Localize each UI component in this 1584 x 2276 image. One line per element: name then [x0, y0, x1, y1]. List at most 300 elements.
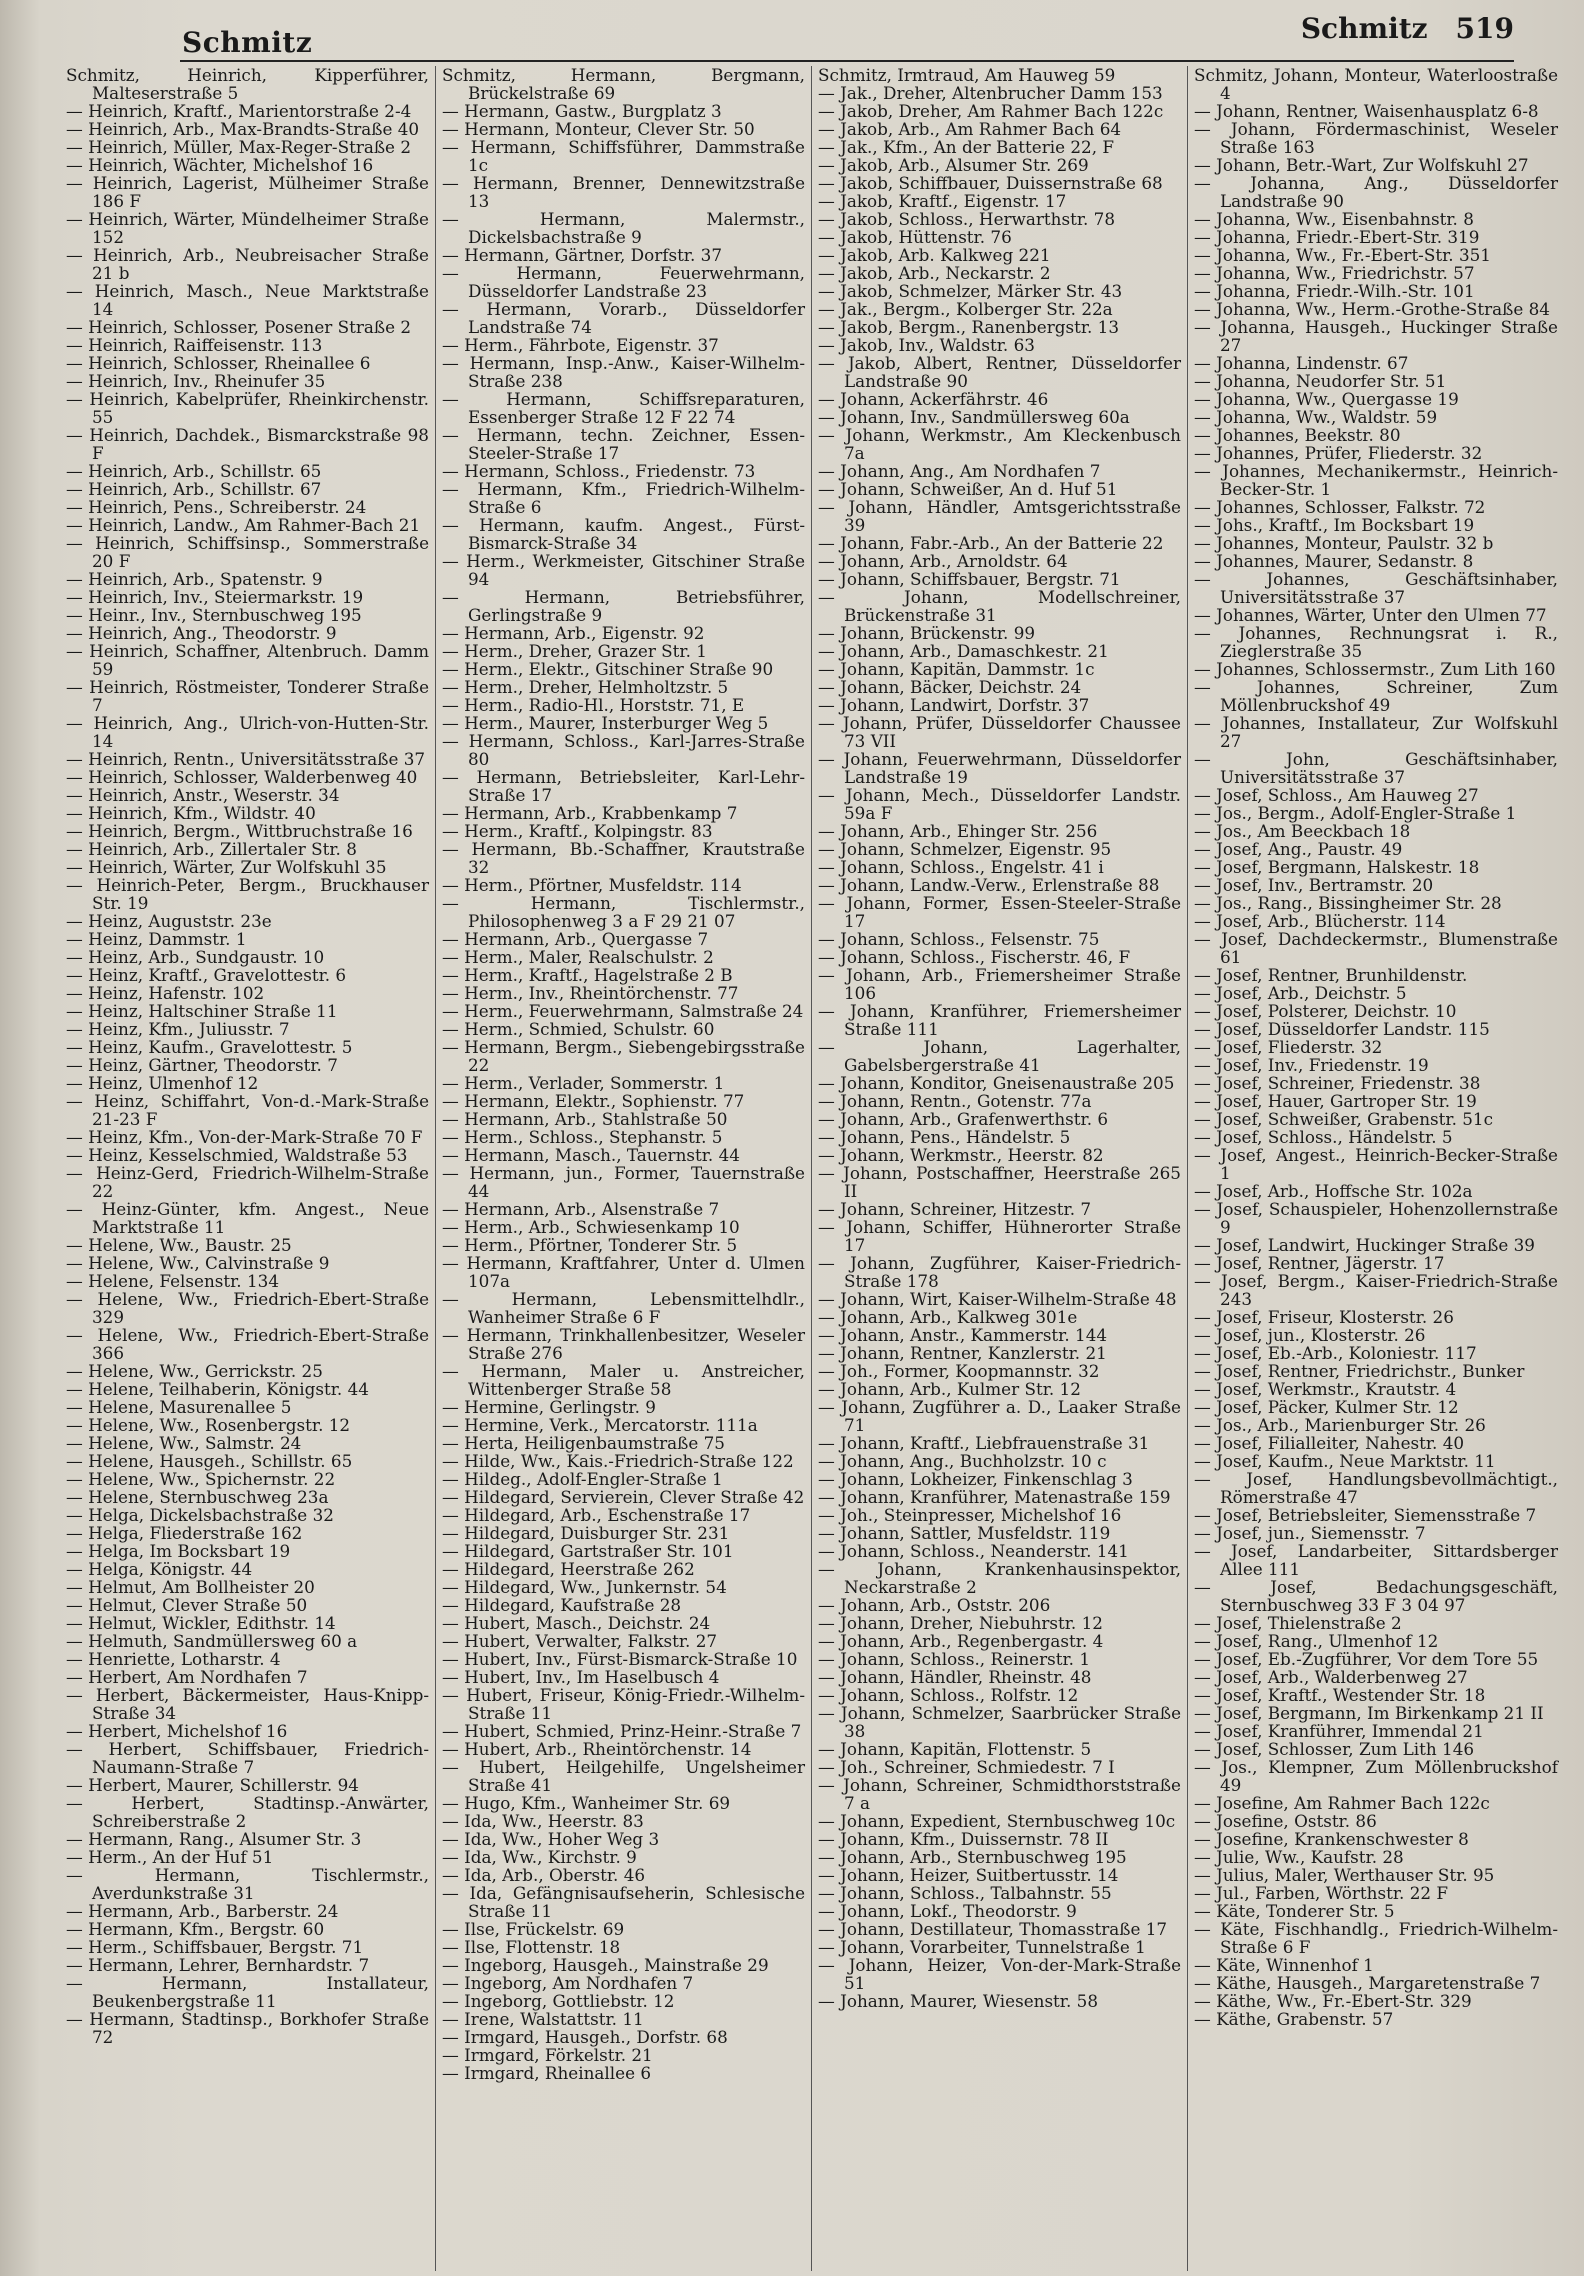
directory-entry: — Josef, jun., Siemensstr. 7: [1194, 1523, 1426, 1543]
directory-entry: — Herbert, Am Nordhafen 7: [66, 1667, 308, 1687]
directory-entry: — Johann, Werkmstr., Heerstr. 82: [818, 1145, 1104, 1165]
directory-entry: — Hermann, Trinkhallenbesitzer, Weseler Straße 276: [442, 1325, 805, 1363]
directory-entry: — Helene, Ww., Friedrich-Ebert-Straße 366: [66, 1325, 429, 1363]
directory-entry: — Jak., Kfm., An der Batterie 22, F: [818, 137, 1115, 157]
directory-entry: — Heinrich, Arb., Neubreisacher Straße 21 b: [66, 245, 429, 283]
running-head-right: Schmitz: [1300, 12, 1428, 45]
directory-entry: — Heinrich, Kfm., Wildstr. 40: [66, 803, 316, 823]
directory-entry: — Hildegard, Heerstraße 262: [442, 1559, 695, 1579]
directory-entry: — Hubert, Arb., Rheintörchenstr. 14: [442, 1739, 752, 1759]
directory-entry: — Julius, Maler, Werthauser Str. 95: [1194, 1865, 1495, 1885]
directory-entry: — Josef, Arb., Deichstr. 5: [1194, 983, 1407, 1003]
directory-entry: — Heinrich, Lagerist, Mülheimer Straße 186 F: [66, 173, 429, 211]
column-4: [1188, 66, 1564, 2271]
directory-entry: — Josefine, Oststr. 86: [1194, 1811, 1377, 1831]
directory-entry: — Johannes, Prüfer, Fliederstr. 32: [1194, 443, 1483, 463]
directory-entry: — Helene, Ww., Spichernstr. 22: [66, 1469, 336, 1489]
directory-entry: — Heinrich, Schiffsinsp., Sommerstraße 20 F: [66, 533, 429, 571]
directory-entry: — Johann, Modellschreiner, Brückenstraße 31: [818, 587, 1181, 625]
directory-entry: — Johanna, Lindenstr. 67: [1194, 353, 1409, 373]
directory-entry: — Herbert, Schiffsbauer, Friedrich-Naumann-Straße 7: [66, 1739, 429, 1777]
directory-entry: — Heinr., Inv., Sternbuschweg 195: [66, 605, 362, 625]
directory-entry: — Johann, Former, Essen-Steeler-Straße 17: [818, 893, 1181, 931]
page-header: [180, 8, 1514, 62]
directory-entry: — Josef, Rentner, Brunhildenstr.: [1194, 965, 1468, 985]
directory-entry: — Herm., Kraftf., Kolpingstr. 83: [442, 821, 713, 841]
directory-entry: — Johanna, Ww., Friedrichstr. 57: [1194, 263, 1475, 283]
directory-entry: — Josef, Kraftf., Westender Str. 18: [1194, 1685, 1486, 1705]
directory-entry: — Johann, Kfm., Duissernstr. 78 II: [818, 1829, 1109, 1849]
directory-entry: — Ida, Arb., Oberstr. 46: [442, 1865, 646, 1885]
directory-entry: — Hermann, kaufm. Angest., Fürst-Bismarck-Straße 34: [442, 515, 805, 553]
directory-entry: — Heinrich, Röstmeister, Tonderer Straße 7: [66, 677, 429, 715]
directory-entry: — Herm., Maler, Realschulstr. 2: [442, 947, 714, 967]
directory-entry: — Johann, Maurer, Wiesenstr. 58: [818, 1991, 1098, 2011]
directory-entry: — Helga, Fliederstraße 162: [66, 1523, 303, 1543]
directory-entry: — Helene, Ww., Salmstr. 24: [66, 1433, 302, 1453]
directory-entry: — Ingeborg, Hausgeh., Mainstraße 29: [442, 1955, 769, 1975]
directory-entry: — Hermann, Brenner, Dennewitzstraße 13: [442, 173, 805, 211]
directory-entry: — Johann, Fördermaschinist, Weseler Straße 163: [1194, 119, 1558, 157]
directory-entry: — Johanna, Hausgeh., Huckinger Straße 27: [1194, 317, 1558, 355]
directory-entry: — Josef, Arb., Blücherstr. 114: [1194, 911, 1446, 931]
directory-entry: — Helene, Ww., Baustr. 25: [66, 1235, 292, 1255]
directory-entry: — Heinz-Gerd, Friedrich-Wilhelm-Straße 22: [66, 1163, 429, 1201]
directory-entry: — Johann, Pens., Händelstr. 5: [818, 1127, 1071, 1147]
directory-entry: — Heinz, Haltschiner Straße 11: [66, 1001, 338, 1021]
directory-entry: — Heinrich, Inv., Rheinufer 35: [66, 371, 326, 391]
directory-entry: — Josef, Fliederstr. 32: [1194, 1037, 1383, 1057]
directory-entry: — Johann, Fabr.-Arb., An der Batterie 22: [818, 533, 1164, 553]
directory-entry: — Johann, Lokf., Theodorstr. 9: [818, 1901, 1077, 1921]
directory-entry: — Josef, Eb.-Zugführer, Vor dem Tore 55: [1194, 1649, 1539, 1669]
directory-entry: — Johann, Zugführer, Kaiser-Friedrich-Straße 178: [818, 1253, 1181, 1291]
directory-entry: — Johann, Inv., Sandmüllersweg 60a: [818, 407, 1130, 427]
directory-entry: — Heinz, Arb., Sundgaustr. 10: [66, 947, 325, 967]
directory-entry: — Josef, Päcker, Kulmer Str. 12: [1194, 1397, 1459, 1417]
directory-entry: — Hermann, Kfm., Bergstr. 60: [66, 1919, 325, 1939]
directory-entry: — Jakob, Albert, Rentner, Düsseldorfer Landstraße 90: [818, 353, 1181, 391]
directory-entry: — Josef, Schreiner, Friedenstr. 38: [1194, 1073, 1481, 1093]
directory-entry: — Hilde, Ww., Kais.-Friedrich-Straße 122: [442, 1451, 794, 1471]
directory-entry: — Heinrich, Rentn., Universitätsstraße 37: [66, 749, 426, 769]
directory-entry: — Heinz, Ulmenhof 12: [66, 1073, 259, 1093]
directory-entry: — Helene, Sternbuschweg 23a: [66, 1487, 329, 1507]
directory-entry: — Heinz, Schiffahrt, Von-d.-Mark-Straße 21-23 F: [66, 1091, 429, 1129]
directory-entry: — Heinrich, Wärter, Zur Wolfskuhl 35: [66, 857, 387, 877]
directory-entry: — Johann, Sattler, Musfeldstr. 119: [818, 1523, 1111, 1543]
directory-entry: — Herm., Inv., Rheintörchenstr. 77: [442, 983, 739, 1003]
directory-entry: — Johann, Lagerhalter, Gabelsbergerstraße 41: [818, 1037, 1181, 1075]
directory-entry: — Jos., Bergm., Adolf-Engler-Straße 1: [1194, 803, 1517, 823]
directory-entry: — Joh., Steinpresser, Michelshof 16: [818, 1505, 1122, 1525]
directory-entry: — Johannes, Monteur, Paulstr. 32 b: [1194, 533, 1494, 553]
directory-entry: — Käte, Fischhandlg., Friedrich-Wilhelm-Straße 6 F: [1194, 1919, 1558, 1957]
directory-entry: — Hermann, Betriebsführer, Gerlingstraße 9: [442, 587, 805, 625]
directory-entry: — Hubert, Schmied, Prinz-Heinr.-Straße 7: [442, 1721, 802, 1741]
directory-entry: — Herm., Dreher, Grazer Str. 1: [442, 641, 707, 661]
page-number: 519: [1455, 12, 1514, 45]
entry-columns: [60, 66, 1565, 2271]
directory-entry: — Helmuth, Sandmüllersweg 60 a: [66, 1631, 358, 1651]
directory-entry: — Herm., Kraftf., Hagelstraße 2 B: [442, 965, 733, 985]
directory-entry: — Hermann, Lebensmittelhdlr., Wanheimer Straße 6 F: [442, 1289, 805, 1327]
directory-entry: — Johannes, Schlossermstr., Zum Lith 160: [1194, 659, 1556, 679]
directory-entry: — Jak., Dreher, Altenbrucher Damm 153: [818, 83, 1163, 103]
directory-entry: — Jakob, Dreher, Am Rahmer Bach 122c: [818, 101, 1164, 121]
directory-entry: — Hugo, Kfm., Wanheimer Str. 69: [442, 1793, 731, 1813]
directory-entry: — Josef, Landarbeiter, Sittardsberger Allee 111: [1194, 1541, 1558, 1579]
directory-entry: — Josef, Bergmann, Im Birkenkamp 21 II: [1194, 1703, 1544, 1723]
directory-entry: — Käthe, Ww., Fr.-Ebert-Str. 329: [1194, 1991, 1472, 2011]
directory-entry: — Ingeborg, Am Nordhafen 7: [442, 1973, 694, 1993]
directory-entry: — Heinrich, Ang., Theodorstr. 9: [66, 623, 337, 643]
directory-entry: — Johann, Schloss., Engelstr. 41 i: [818, 857, 1104, 877]
directory-entry: — Johann, Schweißer, An d. Huf 51: [818, 479, 1118, 499]
directory-entry: — Johann, Mech., Düsseldorfer Landstr. 59a F: [818, 785, 1181, 823]
directory-entry: — Heinrich, Masch., Neue Marktstraße 14: [66, 281, 429, 319]
directory-entry: — Herm., Arb., Schwiesenkamp 10: [442, 1217, 740, 1237]
directory-entry: — Herm., Elektr., Gitschiner Straße 90: [442, 659, 774, 679]
directory-entry: — Hermann, Lehrer, Bernhardstr. 7: [66, 1955, 370, 1975]
directory-entry: — Hermann, Kraftfahrer, Unter d. Ulmen 107a: [442, 1253, 805, 1291]
directory-entry: — Heinz, Gärtner, Theodorstr. 7: [66, 1055, 338, 1075]
directory-entry: — Herm., Feuerwehrmann, Salmstraße 24: [442, 1001, 804, 1021]
directory-entry: — Johann, Vorarbeiter, Tunnelstraße 1: [818, 1937, 1146, 1957]
directory-entry: — Heinrich, Ang., Ulrich-von-Hutten-Str. 14: [66, 713, 429, 751]
directory-entry: — Johanna, Ww., Waldstr. 59: [1194, 407, 1438, 427]
directory-entry: — Johann, Heizer, Suitbertusstr. 14: [818, 1865, 1119, 1885]
directory-entry: — Helmut, Am Bollheister 20: [66, 1577, 315, 1597]
directory-entry: — Johann, Schmelzer, Eigenstr. 95: [818, 839, 1112, 859]
directory-entry: — Johann, Landwirt, Dorfstr. 37: [818, 695, 1090, 715]
directory-entry: — Johanna, Ww., Eisenbahnstr. 8: [1194, 209, 1474, 229]
directory-entry: — Herm., Pförtner, Tonderer Str. 5: [442, 1235, 738, 1255]
directory-entry: — Josef, Dachdeckermstr., Blumenstraße 61: [1194, 929, 1558, 967]
directory-entry: — Johann, Bäcker, Deichstr. 24: [818, 677, 1082, 697]
directory-entry: — Johannes, Schlosser, Falkstr. 72: [1194, 497, 1486, 517]
directory-entry: — Josef, Thielenstraße 2: [1194, 1613, 1402, 1633]
directory-entry: — Henriette, Lotharstr. 4: [66, 1649, 281, 1669]
directory-entry: — Joh., Former, Koopmannstr. 32: [818, 1361, 1100, 1381]
directory-entry: — Käte, Tonderer Str. 5: [1194, 1901, 1395, 1921]
directory-entry: — Josef, Düsseldorfer Landstr. 115: [1194, 1019, 1490, 1039]
directory-entry: — Jakob, Schmelzer, Märker Str. 43: [818, 281, 1123, 301]
directory-entry: — Johanna, Ww., Quergasse 19: [1194, 389, 1459, 409]
directory-entry: — Heinz, Kesselschmied, Waldstraße 53: [66, 1145, 408, 1165]
directory-entry: — Jakob, Hüttenstr. 76: [818, 227, 1012, 247]
directory-entry: — Hubert, Verwalter, Falkstr. 27: [442, 1631, 718, 1651]
directory-entry: — Johs., Kraftf., Im Bocksbart 19: [1194, 515, 1475, 535]
directory-entry: — Jakob, Schiffbauer, Duissernstraße 68: [818, 173, 1163, 193]
directory-entry: — Johann, Rentner, Waisenhausplatz 6-8: [1194, 101, 1539, 121]
directory-entry: — Herm., Pförtner, Musfeldstr. 114: [442, 875, 742, 895]
directory-entry: — Johann, Händler, Amtsgerichtsstraße 39: [818, 497, 1181, 535]
directory-entry: — Johann, Ang., Am Nordhafen 7: [818, 461, 1101, 481]
directory-entry: — Jos., Klempner, Zum Möllenbruckshof 49: [1194, 1757, 1558, 1795]
directory-entry: — Heinz, Hafenstr. 102: [66, 983, 265, 1003]
directory-entry: — Helene, Hausgeh., Schillstr. 65: [66, 1451, 353, 1471]
directory-entry: — Josef, Landwirt, Huckinger Straße 39: [1194, 1235, 1535, 1255]
directory-entry: — Hermann, Arb., Eigenstr. 92: [442, 623, 705, 643]
directory-entry: — Käte, Winnenhof 1: [1194, 1955, 1374, 1975]
directory-entry: — Johannes, Maurer, Sedanstr. 8: [1194, 551, 1474, 571]
directory-entry: — Jakob, Kraftf., Eigenstr. 17: [818, 191, 1067, 211]
directory-entry: — Hubert, Masch., Deichstr. 24: [442, 1613, 711, 1633]
directory-entry: — Herm., Dreher, Helmholtzstr. 5: [442, 677, 729, 697]
directory-entry: — Johann, Anstr., Kammerstr. 144: [818, 1325, 1108, 1345]
directory-entry: — Johann, Destillateur, Thomasstraße 17: [818, 1919, 1168, 1939]
directory-entry: — Josef, Friseur, Klosterstr. 26: [1194, 1307, 1454, 1327]
directory-entry: — Herm., An der Huf 51: [66, 1847, 274, 1867]
directory-entry: — Herm., Schloss., Stephanstr. 5: [442, 1127, 723, 1147]
directory-entry: — Johann, Postschaffner, Heerstraße 265 II: [818, 1163, 1181, 1201]
directory-entry: — Johannes, Wärter, Unter den Ulmen 77: [1194, 605, 1547, 625]
directory-entry: — Herbert, Stadtinsp.-Anwärter, Schreiberstraße 2: [66, 1793, 429, 1831]
directory-entry: — Johann, Schloss., Reinerstr. 1: [818, 1649, 1091, 1669]
directory-entry: — Hermann, Arb., Alsenstraße 7: [442, 1199, 720, 1219]
directory-entry: — Heinrich, Arb., Spatenstr. 9: [66, 569, 323, 589]
directory-entry: — Helene, Felsenstr. 134: [66, 1271, 279, 1291]
directory-entry: — Hermann, Elektr., Sophienstr. 77: [442, 1091, 745, 1111]
directory-entry: — Johannes, Rechnungsrat i. R., Zieglerstraße 35: [1194, 623, 1558, 661]
directory-entry: — Hermann, Schiffsführer, Dammstraße 1c: [442, 137, 805, 175]
directory-entry: — Hermann, techn. Zeichner, Essen-Steeler-Straße 17: [442, 425, 805, 463]
directory-entry: — Johann, Arb., Sternbuschweg 195: [818, 1847, 1127, 1867]
directory-entry: — Josef, Betriebsleiter, Siemensstraße 7: [1194, 1505, 1537, 1525]
directory-entry: — Heinrich, Wärter, Mündelheimer Straße 152: [66, 209, 429, 247]
directory-entry: — Jos., Rang., Bissingheimer Str. 28: [1194, 893, 1502, 913]
directory-entry: — Hermann, Kfm., Friedrich-Wilhelm-Straße 6: [442, 479, 805, 517]
directory-entry: — Johann, Ackerfährstr. 46: [818, 389, 1049, 409]
directory-entry: — Hildegard, Kaufstraße 28: [442, 1595, 682, 1615]
directory-entry: — Helene, Ww., Rosenbergstr. 12: [66, 1415, 351, 1435]
directory-entry: — Herm., Maurer, Insterburger Weg 5: [442, 713, 769, 733]
directory-entry: — Johann, Werkmstr., Am Kleckenbusch 7a: [818, 425, 1181, 463]
directory-entry: — Josef, Arb., Walderbenweg 27: [1194, 1667, 1468, 1687]
directory-entry: — Ingeborg, Gottliebstr. 12: [442, 1991, 675, 2011]
directory-entry: — Johann, Schmelzer, Saarbrücker Straße 38: [818, 1703, 1181, 1741]
directory-entry: — Jos., Arb., Marienburger Str. 26: [1194, 1415, 1486, 1435]
directory-entry: — Hermann, Tischlermstr., Philosophenweg 3 a F 29 21 07: [442, 893, 805, 931]
directory-entry: — Heinrich, Raiffeisenstr. 113: [66, 335, 323, 355]
column-3: [812, 66, 1188, 2271]
directory-entry: — Ida, Ww., Hoher Weg 3: [442, 1829, 660, 1849]
directory-entry: — Hermann, Gastw., Burgplatz 3: [442, 101, 722, 121]
running-head-right-group: [1301, 12, 1514, 45]
directory-entry: — Johannes, Beekstr. 80: [1194, 425, 1401, 445]
directory-entry: — Irmgard, Hausgeh., Dorfstr. 68: [442, 2027, 728, 2047]
directory-entry: — Hermann, Malermstr., Dickelsbachstraße 9: [442, 209, 805, 247]
directory-entry: — Johanna, Ww., Fr.-Ebert-Str. 351: [1194, 245, 1491, 265]
directory-entry: — Johann, Expedient, Sternbuschweg 10c: [818, 1811, 1176, 1831]
directory-entry: — Johann, Kraftf., Liebfrauenstraße 31: [818, 1433, 1150, 1453]
directory-entry: — Heinrich, Kabelprüfer, Rheinkirchenstr. 55: [66, 389, 429, 427]
directory-entry: — Johann, Arb., Friemersheimer Straße 106: [818, 965, 1181, 1003]
directory-entry: — Jakob, Bergm., Ranenbergstr. 13: [818, 317, 1120, 337]
directory-entry: — Johann, Schreiner, Schmidthorststraße 7 a: [818, 1775, 1181, 1813]
directory-entry: — Hubert, Inv., Fürst-Bismarck-Straße 10: [442, 1649, 798, 1669]
column-1: [60, 66, 436, 2271]
directory-entry: — Heinrich, Arb., Max-Brandts-Straße 40: [66, 119, 420, 139]
directory-entry: — Johann, Schloss., Fischerstr. 46, F: [818, 947, 1131, 967]
directory-entry: — Johann, Arb., Regenbergastr. 4: [818, 1631, 1104, 1651]
directory-entry: — Josef, Schlosser, Zum Lith 146: [1194, 1739, 1475, 1759]
directory-entry: — Johann, Kapitän, Dammstr. 1c: [818, 659, 1095, 679]
directory-entry: — Johann, Schloss., Rolfstr. 12: [818, 1685, 1079, 1705]
directory-entry: — Helene, Teilhaberin, Königstr. 44: [66, 1379, 369, 1399]
directory-entry: — Heinrich, Arb., Zillertaler Str. 8: [66, 839, 357, 859]
column-2: [436, 66, 812, 2271]
directory-entry: — Johann, Schiffsbauer, Bergstr. 71: [818, 569, 1121, 589]
directory-entry: — Herm., Werkmeister, Gitschiner Straße 94: [442, 551, 805, 589]
directory-entry: — Heinrich, Dachdek., Bismarckstraße 98 F: [66, 425, 429, 463]
directory-entry: — Hubert, Inv., Im Haselbusch 4: [442, 1667, 720, 1687]
directory-entry: — Hermann, Bb.-Schaffner, Krautstraße 32: [442, 839, 805, 877]
directory-entry: — Johann, Händler, Rheinstr. 48: [818, 1667, 1092, 1687]
directory-entry: — Johann, Schreiner, Hitzestr. 7: [818, 1199, 1092, 1219]
directory-entry: — Heinz-Günter, kfm. Angest., Neue Marktstraße 11: [66, 1199, 429, 1237]
directory-entry: — Johann, Konditor, Gneisenaustraße 205: [818, 1073, 1175, 1093]
directory-entry: — Josef, Kaufm., Neue Marktstr. 11: [1194, 1451, 1496, 1471]
directory-entry: — Josef, Handlungsbevollmächtigt., Römerstraße 47: [1194, 1469, 1558, 1507]
directory-entry: — Helmut, Wickler, Edithstr. 14: [66, 1613, 336, 1633]
directory-entry: — Johann, Arb., Kulmer Str. 12: [818, 1379, 1081, 1399]
directory-entry: — Herm., Radio-Hl., Horststr. 71, E: [442, 695, 745, 715]
directory-entry: — Josef, Angest., Heinrich-Becker-Straße 1: [1194, 1145, 1558, 1183]
directory-entry: — Heinz, Kaufm., Gravelottestr. 5: [66, 1037, 353, 1057]
directory-entry: — Hermann, Schloss., Friedenstr. 73: [442, 461, 756, 481]
directory-entry: — Heinrich, Anstr., Weserstr. 34: [66, 785, 340, 805]
directory-entry: — Johannes, Schreiner, Zum Möllenbruckshof 49: [1194, 677, 1558, 715]
directory-entry: — Josef, Bedachungsgeschäft, Sternbuschweg 33 F 3 04 97: [1194, 1577, 1558, 1615]
directory-entry: — Johann, Schloss., Felsenstr. 75: [818, 929, 1100, 949]
directory-entry: — Heinrich, Schaffner, Altenbruch. Damm 59: [66, 641, 429, 679]
directory-entry: — Johann, Ang., Buchholzstr. 10 c: [818, 1451, 1107, 1471]
directory-entry: — Jakob, Arb. Kalkweg 221: [818, 245, 1051, 265]
directory-entry: — Jul., Farben, Wörthstr. 22 F: [1194, 1883, 1449, 1903]
directory-entry: — Hildeg., Adolf-Engler-Straße 1: [442, 1469, 723, 1489]
directory-entry: — Johann, Prüfer, Düsseldorfer Chaussee 73 VII: [818, 713, 1181, 751]
directory-entry: — Josef, Rentner, Jägerstr. 17: [1194, 1253, 1445, 1273]
directory-entry: — Heinrich, Landw., Am Rahmer-Bach 21: [66, 515, 421, 535]
directory-entry: — Hildegard, Arb., Eschenstraße 17: [442, 1505, 751, 1525]
directory-entry: — Heinrich-Peter, Bergm., Bruckhauser Str. 19: [66, 875, 429, 913]
directory-entry: — Johann, Betr.-Wart, Zur Wolfskuhl 27: [1194, 155, 1529, 175]
directory-entry: — Ilse, Flottenstr. 18: [442, 1937, 621, 1957]
directory-entry: — Josef, Ang., Paustr. 49: [1194, 839, 1403, 859]
directory-entry: — Johann, Schloss., Talbahnstr. 55: [818, 1883, 1112, 1903]
directory-entry: — Herm., Schiffsbauer, Bergstr. 71: [66, 1937, 364, 1957]
directory-entry: — Herm., Schmied, Schulstr. 60: [442, 1019, 715, 1039]
directory-entry: — Josef, Schloss., Am Hauweg 27: [1194, 785, 1479, 805]
directory-entry: — Johann, Dreher, Niebuhrstr. 12: [818, 1613, 1103, 1633]
directory-entry: Schmitz, Johann, Monteur, Waterloostraße 4: [1194, 66, 1558, 103]
directory-entry: Schmitz, Hermann, Bergmann, Brückelstraße 69: [442, 66, 805, 103]
directory-entry: — Josef, Bergm., Kaiser-Friedrich-Straße 243: [1194, 1271, 1558, 1309]
directory-entry: — Johann, Lokheizer, Finkenschlag 3: [818, 1469, 1133, 1489]
directory-entry: — Johann, Landw.-Verw., Erlenstraße 88: [818, 875, 1160, 895]
directory-entry: — Josef, Schauspieler, Hohenzollernstraße 9: [1194, 1199, 1558, 1237]
directory-entry: — Hermann, Monteur, Clever Str. 50: [442, 119, 755, 139]
directory-entry: — Herta, Heiligenbaumstraße 75: [442, 1433, 725, 1453]
directory-entry: — Johann, Kapitän, Flottenstr. 5: [818, 1739, 1092, 1759]
directory-entry: — Heinrich, Schlosser, Walderbenweg 40: [66, 767, 418, 787]
directory-entry: — Heinz, Kfm., Von-der-Mark-Straße 70 F: [66, 1127, 423, 1147]
directory-entry: — Heinrich, Arb., Schillstr. 67: [66, 479, 322, 499]
directory-entry: — Hermann, Bergm., Siebengebirgsstraße 22: [442, 1037, 805, 1075]
directory-entry: — Johanna, Friedr.-Wilh.-Str. 101: [1194, 281, 1475, 301]
directory-entry: — Jos., Am Beeckbach 18: [1194, 821, 1411, 841]
directory-entry: — Johann, Brückenstr. 99: [818, 623, 1036, 643]
directory-entry: — Heinrich, Schlosser, Rheinallee 6: [66, 353, 371, 373]
directory-entry: — Johann, Heizer, Von-der-Mark-Straße 51: [818, 1955, 1181, 1993]
directory-entry: — Julie, Ww., Kaufstr. 28: [1194, 1847, 1404, 1867]
directory-entry: — Josef, Eb.-Arb., Koloniestr. 117: [1194, 1343, 1477, 1363]
directory-entry: — Johann, Arb., Kalkweg 301e: [818, 1307, 1078, 1327]
directory-entry: — Irmgard, Rheinallee 6: [442, 2063, 652, 2083]
directory-entry: — Hermann, jun., Former, Tauernstraße 44: [442, 1163, 805, 1201]
directory-entry: — Johann, Schiffer, Hühnerorter Straße 17: [818, 1217, 1181, 1255]
directory-entry: — Josefine, Am Rahmer Bach 122c: [1194, 1793, 1490, 1813]
directory-entry: — Heinrich, Schlosser, Posener Straße 2: [66, 317, 412, 337]
directory-entry: — Hildegard, Duisburger Str. 231: [442, 1523, 730, 1543]
directory-entry: — Johann, Arb., Damaschkestr. 21: [818, 641, 1109, 661]
directory-entry: — Josef, Kranführer, Immendal 21: [1194, 1721, 1484, 1741]
directory-entry: Schmitz, Irmtraud, Am Hauweg 59: [818, 66, 1116, 85]
directory-entry: — Hermann, Schiffsreparaturen, Essenberger Straße 12 F 22 74: [442, 389, 805, 427]
directory-entry: — Johanna, Friedr.-Ebert-Str. 319: [1194, 227, 1480, 247]
directory-entry: — Jakob, Inv., Waldstr. 63: [818, 335, 1035, 355]
directory-entry: — Heinrich, Müller, Max-Reger-Straße 2: [66, 137, 411, 157]
directory-entry: — Hermann, Schloss., Karl-Jarres-Straße 80: [442, 731, 805, 769]
directory-entry: — Johann, Krankenhausinspektor, Neckarstraße 2: [818, 1559, 1181, 1597]
directory-entry: — Johann, Arb., Arnoldstr. 64: [818, 551, 1068, 571]
directory-entry: — Johannes, Mechanikermstr., Heinrich-Becker-Str. 1: [1194, 461, 1558, 499]
directory-entry: — Herbert, Maurer, Schillerstr. 94: [66, 1775, 359, 1795]
directory-entry: — Jakob, Arb., Alsumer Str. 269: [818, 155, 1089, 175]
directory-entry: — Hermann, Arb., Stahlstraße 50: [442, 1109, 728, 1129]
directory-entry: — Johanna, Neudorfer Str. 51: [1194, 371, 1447, 391]
directory-entry: — Hermann, Vorarb., Düsseldorfer Landstraße 74: [442, 299, 805, 337]
running-head-left: Schmitz: [182, 26, 313, 59]
directory-entry: — Käthe, Grabenstr. 57: [1194, 2009, 1394, 2029]
directory-entry: — Herm., Verlader, Sommerstr. 1: [442, 1073, 725, 1093]
directory-entry: — Ida, Gefängnisaufseherin, Schlesische Straße 11: [442, 1883, 805, 1921]
directory-entry: — Herbert, Michelshof 16: [66, 1721, 288, 1741]
directory-entry: — Johann, Arb., Ehinger Str. 256: [818, 821, 1098, 841]
directory-entry: — Heinz, Dammstr. 1: [66, 929, 247, 949]
directory-entry: — Josef, Bergmann, Halskestr. 18: [1194, 857, 1480, 877]
directory-entry: — Heinrich, Arb., Schillstr. 65: [66, 461, 322, 481]
directory-entry: — Johann, Zugführer a. D., Laaker Straße 71: [818, 1397, 1181, 1435]
directory-entry: — Hermann, Masch., Tauernstr. 44: [442, 1145, 740, 1165]
directory-entry: — Heinrich, Kraftf., Marientorstraße 2-4: [66, 101, 412, 121]
directory-entry: — Käthe, Hausgeh., Margaretenstraße 7: [1194, 1973, 1541, 1993]
directory-entry: — Heinz, Auguststr. 23e: [66, 911, 272, 931]
directory-entry: — Josef, Polsterer, Deichstr. 10: [1194, 1001, 1457, 1021]
directory-entry: — Hermann, Installateur, Beukenbergstraße 11: [66, 1973, 429, 2011]
directory-entry: — Josef, Hauer, Gartroper Str. 19: [1194, 1091, 1477, 1111]
directory-entry: — Josef, jun., Klosterstr. 26: [1194, 1325, 1426, 1345]
directory-entry: — Hermine, Verk., Mercatorstr. 111a: [442, 1415, 758, 1435]
directory-entry: — Jakob, Arb., Neckarstr. 2: [818, 263, 1051, 283]
directory-entry: — Johann, Kranführer, Friemersheimer Straße 111: [818, 1001, 1181, 1039]
directory-entry: — Hermann, Arb., Krabbenkamp 7: [442, 803, 738, 823]
directory-entry: — Hermann, Betriebsleiter, Karl-Lehr-Straße 17: [442, 767, 805, 805]
directory-entry: — Irmgard, Förkelstr. 21: [442, 2045, 653, 2065]
directory-entry: — Jak., Bergm., Kolberger Str. 22a: [818, 299, 1113, 319]
